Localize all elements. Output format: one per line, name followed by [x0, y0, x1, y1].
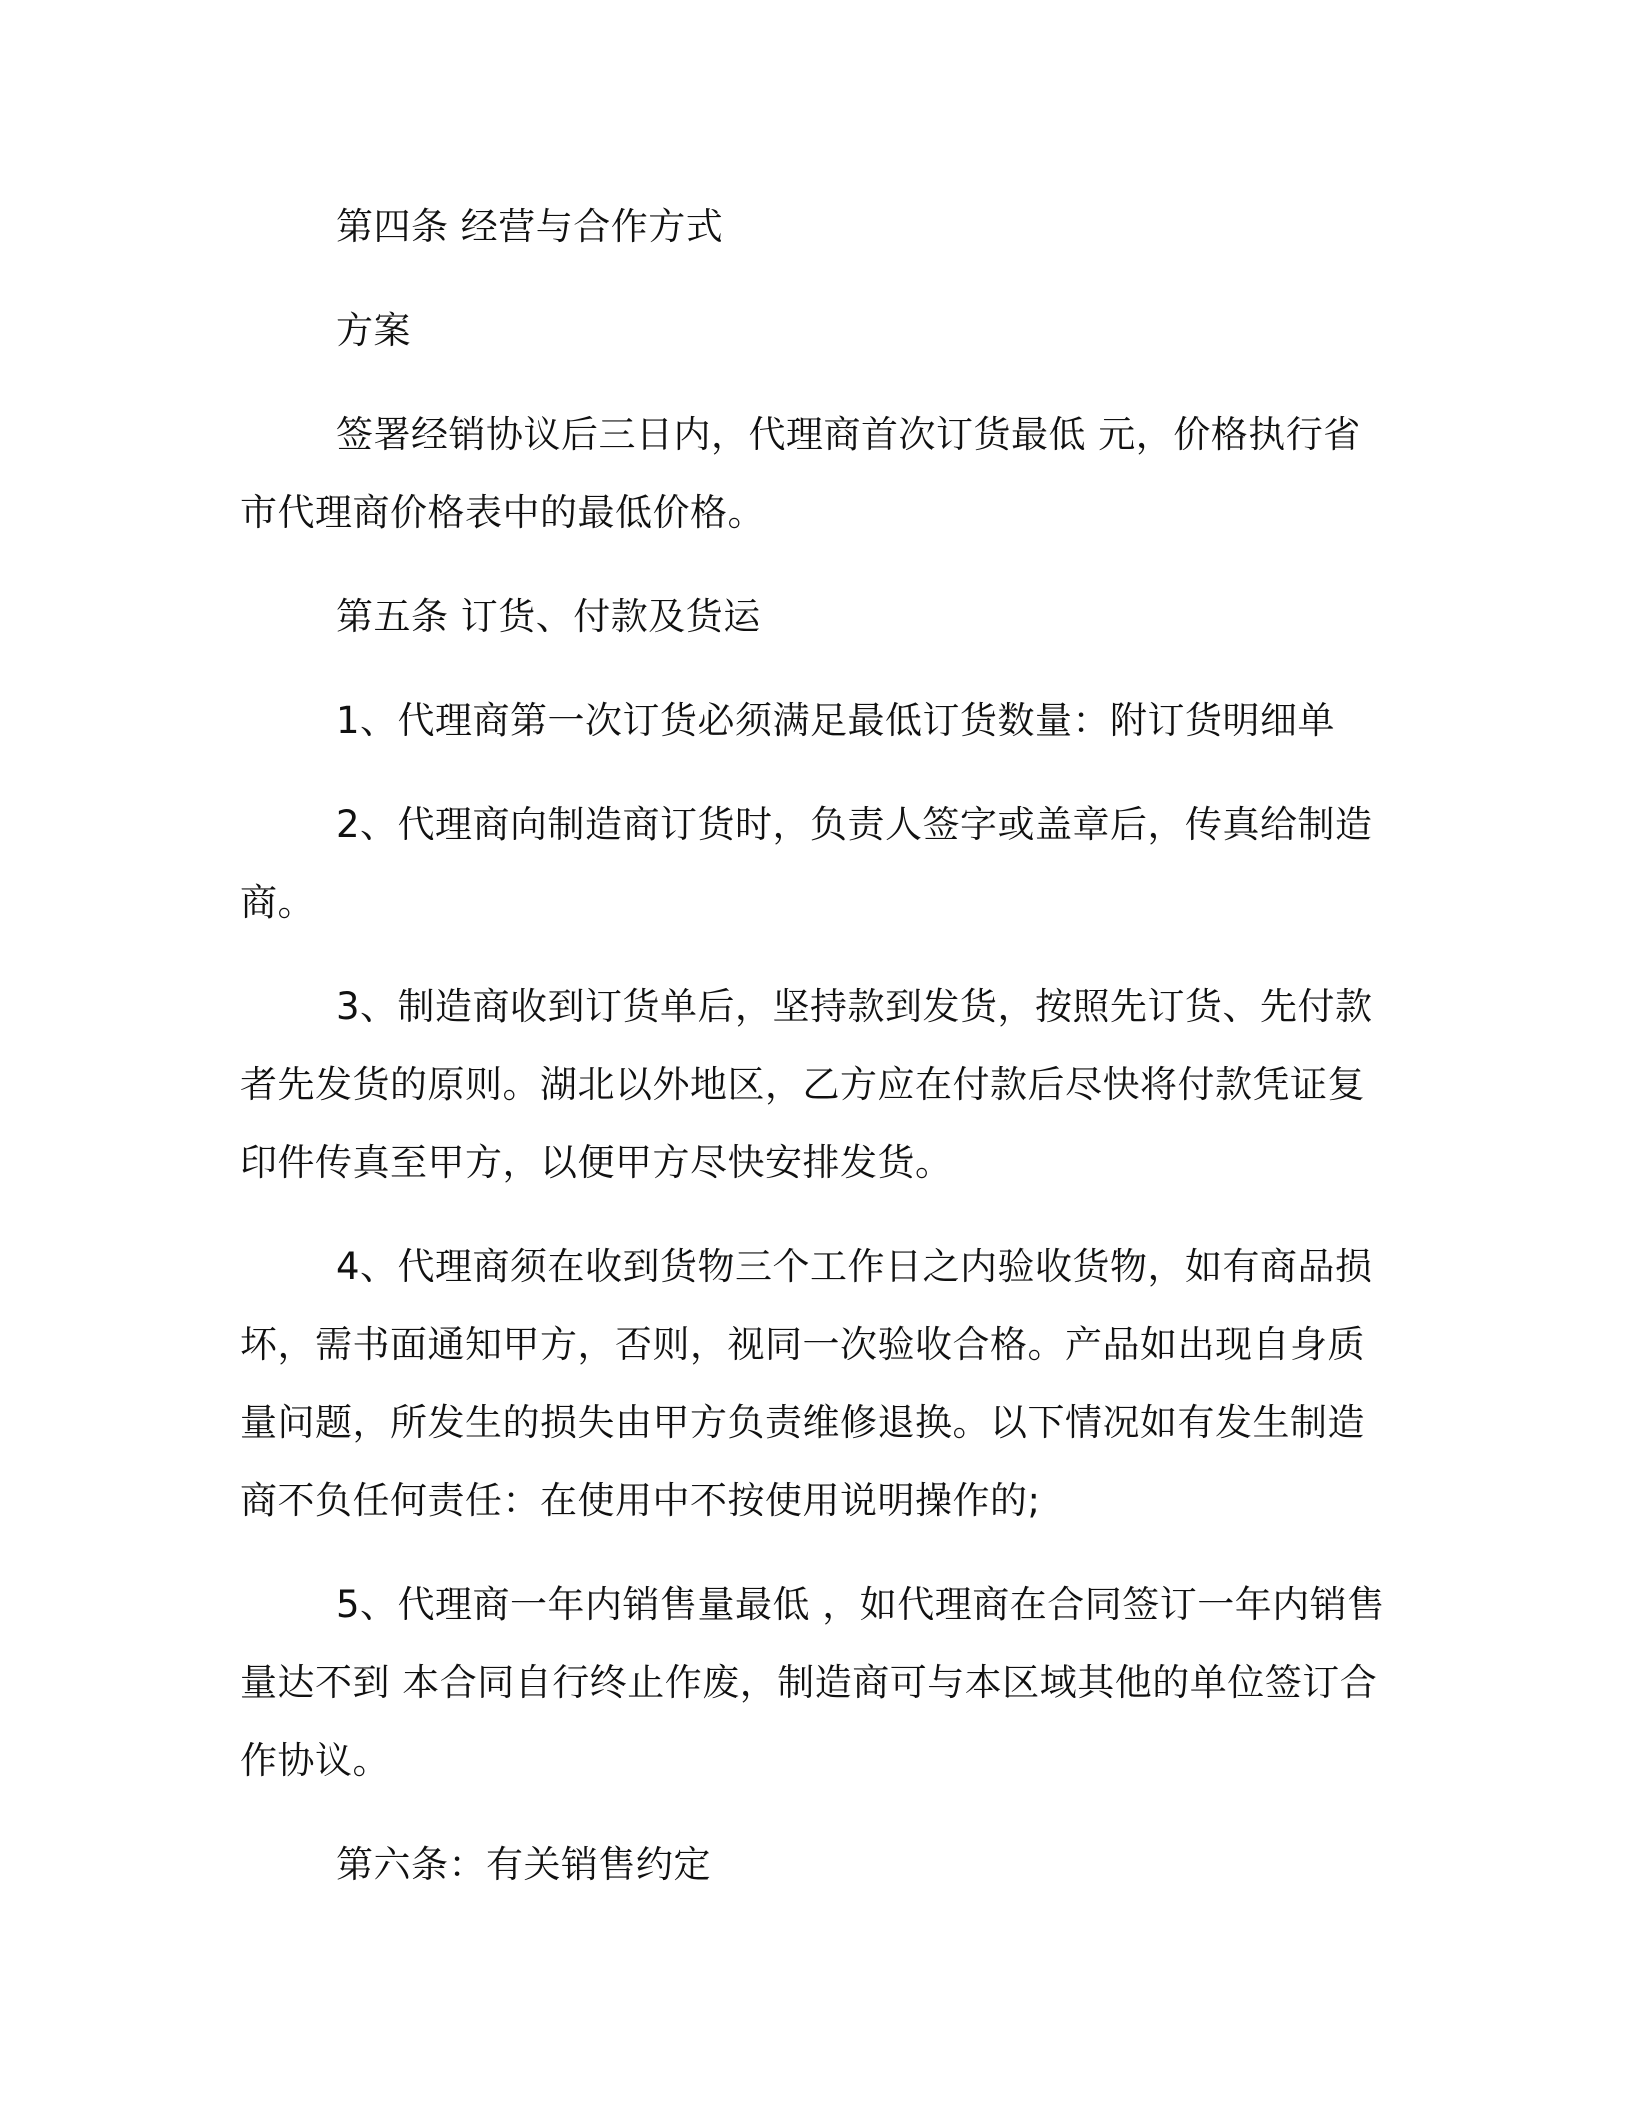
section5-item-1: 1、代理商第一次订货必须满足最低订货数量：附订货明细单	[336, 699, 1336, 742]
section6-heading: 第六条：有关销售约定	[336, 1843, 711, 1886]
section4-subheading: 方案	[336, 309, 411, 352]
section5-item-3: 3、制造商收到订货单后，坚持款到发货，按照先订货、先付款者先发货的原则。湖北以外地区，乙方应在付款后尽快将付款凭证复印件传真至甲方，以便甲方尽快安排发货。	[240, 985, 1373, 1184]
section5-item-2: 2、代理商向制造商订货时，负责人签字或盖章后，传真给制造商。	[240, 803, 1373, 924]
section4-heading: 第四条 经营与合作方式	[336, 205, 724, 248]
document-page	[240, 188, 1390, 1930]
section5-heading: 第五条 订货、付款及货运	[336, 595, 761, 638]
section5-item-5: 5、代理商一年内销售量最低 ，如代理商在合同签订一年内销售量达不到 本合同自行终止作废，制造商可与本区域其他的单位签订合作协议。	[240, 1583, 1385, 1782]
section5-item-4: 4、代理商须在收到货物三个工作日之内验收货物，如有商品损坏，需书面通知甲方，否则，视同一次验收合格。产品如出现自身质量问题，所发生的损失由甲方负责维修退换。以下情况如有发生制造商不负任何责任：在使用中不按使用说明操作的;	[240, 1245, 1373, 1522]
section4-body: 签署经销协议后三日内，代理商首次订货最低 元，价格执行省市代理商价格表中的最低价格。	[240, 413, 1361, 534]
